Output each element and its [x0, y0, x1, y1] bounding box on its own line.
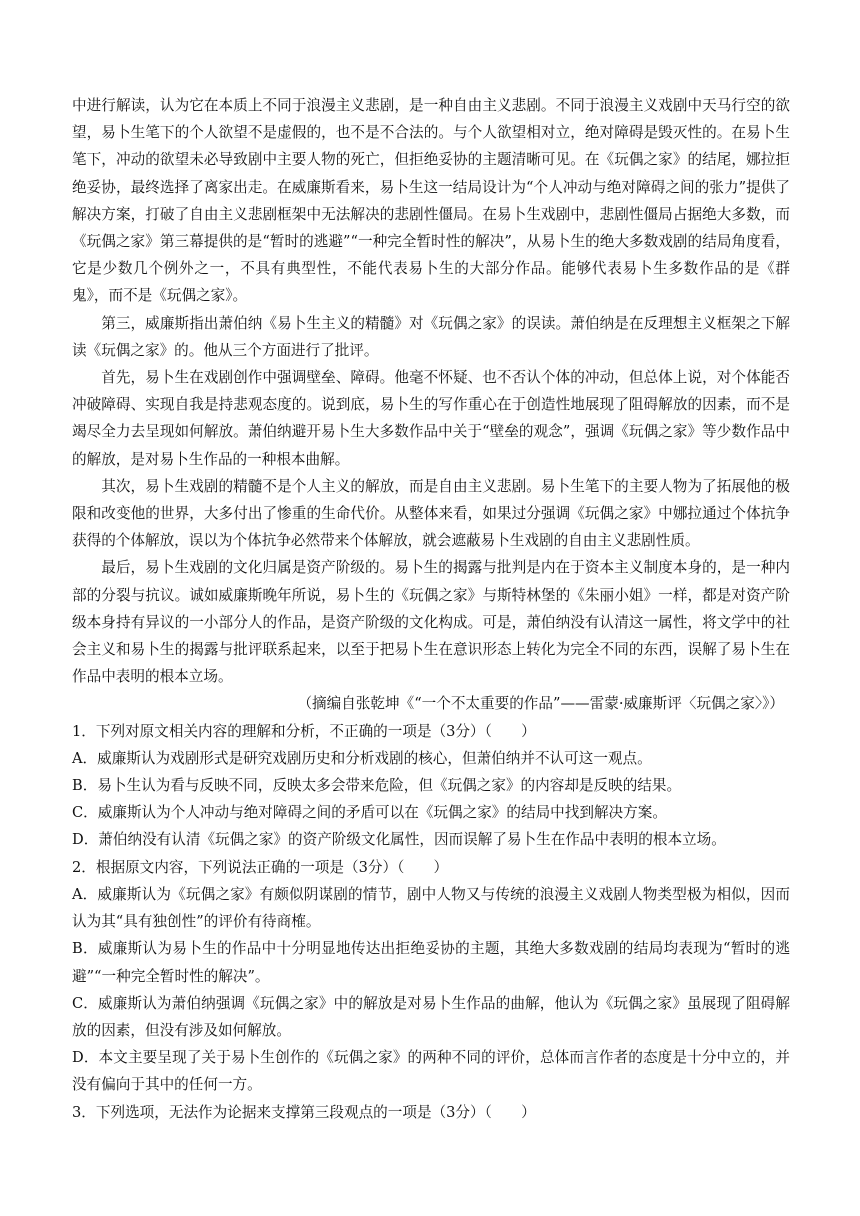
question-1-option-a: A．威廉斯认为戏剧形式是研究戏剧历史和分析戏剧的核心，但萧伯纳并不认可这一观点。 [72, 749, 652, 767]
question-1-stem: 1．下列对原文相关内容的理解和分析，不正确的一项是（3分）（ ） [72, 722, 536, 740]
article-paragraph-5: 最后，易卜生戏剧的文化归属是资产阶级的。易卜生的揭露与批判是内在于资本主义制度本身的，是一种内部的分裂与抗议。诚如威廉斯晚年所说，易卜生的《玩偶之家》与斯特林堡的《朱丽小姐》一样，都是对资产阶级本身持有异议的一小部分人的作品，是资产阶级的文化构成。可是，萧伯纳没有认清这一属性，将文学中的社会主义和易卜生的揭露与批评联系起来，以至于把易卜生在意识形态上转化为完全不同的东西，误解了易卜生在作品中表明的根本立场。 [72, 559, 790, 686]
question-1-option-b: B．易卜生认为看与反映不同，反映太多会带来危险，但《玩偶之家》的内容却是反映的结果。 [72, 777, 682, 795]
question-1 [72, 718, 790, 854]
question-1-option-c: C．威廉斯认为个人冲动与绝对障碍之间的矛盾可以在《玩偶之家》的结局中找到解决方案。 [72, 804, 667, 822]
question-2-stem: 2．根据原文内容，下列说法正确的一项是（3分）（ ） [72, 858, 449, 876]
question-2-option-a: A．威廉斯认为《玩偶之家》有颇似阴谋剧的情节，剧中人物又与传统的浪漫主义戏剧人物类型极为相似，因而认为其“具有独创性”的评价有待商榷。 [72, 885, 790, 931]
article-paragraph-2: 第三，威廉斯指出萧伯纳《易卜生主义的精髓》对《玩偶之家》的误读。萧伯纳是在反理想主义框架之下解读《玩偶之家》的。他从三个方面进行了批评。 [72, 314, 790, 359]
question-2-option-c: C．威廉斯认为萧伯纳强调《玩偶之家》中的解放是对易卜生作品的曲解，他认为《玩偶之家》虽展现了阻碍解放的因素，但没有涉及如何解放。 [72, 994, 790, 1039]
article-paragraph-3: 首先，易卜生在戏剧创作中强调壁垒、障碍。他毫不怀疑、也不否认个体的冲动，但总体上说，对个体能否冲破障碍、实现自我是持悲观态度的。说到底，易卜生的写作重心在于创造性地展现了阻碍解放的因素，而不是竭尽全力去呈现如何解放。萧伯纳避开易卜生大多数作品中关于“壁垒的观念”，强调《玩偶之家》等少数作品中的解放，是对易卜生作品的一种根本曲解。 [72, 369, 790, 468]
article-paragraph-4: 其次，易卜生戏剧的精髓不是个人主义的解放，而是自由主义悲剧。易卜生笔下的主要人物为了拓展他的极限和改变他的世界，大多付出了惨重的生命代价。从整体来看，如果过分强调《玩偶之家》中娜拉通过个体抗争获得的个体解放，误以为个体抗争必然带来个体解放，就会遮蔽易卜生戏剧的自由主义悲剧性质。 [72, 477, 790, 550]
question-2-option-d: D．本文主要呈现了关于易卜生创作的《玩偶之家》的两种不同的评价，总体而言作者的态度是十分中立的，并没有偏向于其中的任何一方。 [72, 1049, 790, 1094]
document-page [72, 92, 790, 1126]
question-2-option-b: B．威廉斯认为易卜生的作品中十分明显地传达出拒绝妥协的主题，其绝大多数戏剧的结局均表现为“暂时的逃避”“一种完全暂时性的解决”。 [72, 940, 790, 985]
question-1-option-d: D．萧伯纳没有认清《玩偶之家》的资产阶级文化属性，因而误解了易卜生在作品中表明的根本立场。 [72, 831, 726, 849]
question-3 [72, 1099, 790, 1126]
article-body [72, 92, 790, 718]
article-paragraph-1: 中进行解读，认为它在本质上不同于浪漫主义悲剧，是一种自由主义悲剧。不同于浪漫主义戏剧中天马行空的欲望，易卜生笔下的个人欲望不是虚假的，也不是不合法的。与个人欲望相对立，绝对障碍是毁灭性的。在易卜生笔下，冲动的欲望未必导致剧中主要人物的死亡，但拒绝妥协的主题清晰可见。在《玩偶之家》的结尾，娜拉拒绝妥协，最终选择了离家出走。在威廉斯看来，易卜生这一结局设计为“个人冲动与绝对障碍之间的张力”提供了解决方案，打破了自由主义悲剧框架中无法解决的悲剧性僵局。在易卜生戏剧中，悲剧性僵局占据绝大多数，而《玩偶之家》第三幕提供的是“暂时的逃避”“一种完全暂时性的解决”，从易卜生的绝大多数戏剧的结局角度看，它是少数几个例外之一，不具有典型性，不能代表易卜生的大部分作品。能够代表易卜生多数作品的是《群鬼》，而不是《玩偶之家》。 [72, 97, 790, 305]
question-3-stem: 3．下列选项，无法作为论据来支撑第三段观点的一项是（3分）（ ） [72, 1103, 536, 1121]
question-2 [72, 854, 790, 1099]
article-source: （摘编自张乾坤《“一个不太重要的作品”——雷蒙·威廉斯评〈玩偶之家〉》） [297, 695, 784, 713]
